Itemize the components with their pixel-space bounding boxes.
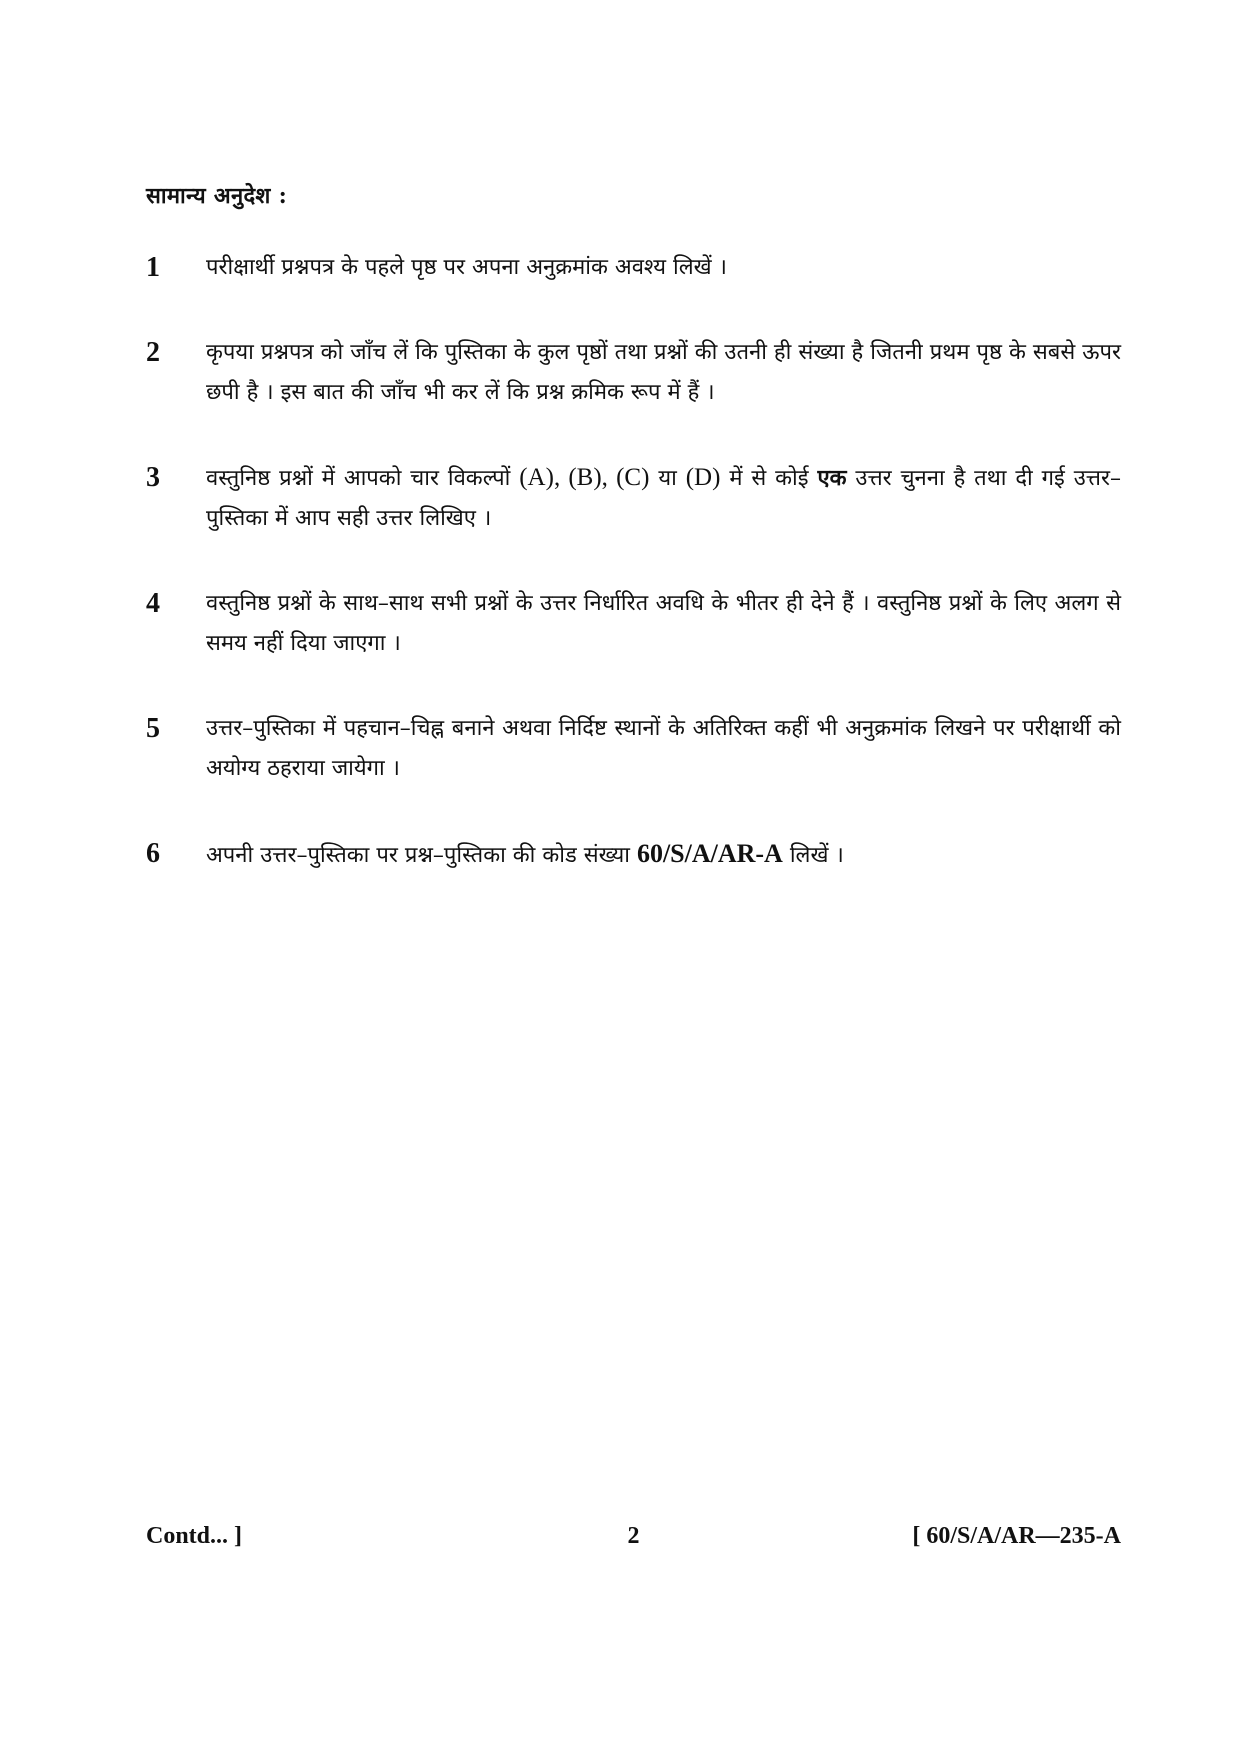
instruction-item (146, 834, 1121, 876)
instruction-number: 4 (146, 588, 160, 619)
instruction-text-segment: लिखें । (789, 843, 844, 868)
instruction-number: 3 (146, 462, 160, 493)
instruction-item (146, 458, 1121, 539)
instruction-text-segment: अपनी उत्तर–पुस्तिका पर प्रश्न–पुस्तिका की कोड संख्या (206, 843, 630, 868)
contd-label: Contd... ] (146, 1523, 243, 1549)
instruction-number: 5 (146, 713, 160, 744)
instruction-item (146, 709, 1121, 789)
instruction-list (146, 248, 1121, 921)
instruction-text (206, 834, 1121, 876)
instruction-item (146, 248, 1121, 288)
instruction-number: 6 (146, 838, 160, 869)
general-instructions-heading: सामान्य अनुदेश : (146, 183, 288, 209)
instruction-item (146, 333, 1121, 413)
instruction-number: 2 (146, 337, 160, 368)
option-labels: (A), (B), (C) (519, 464, 650, 491)
booklet-code: 60/S/A/AR-A (636, 839, 783, 868)
page-footer (146, 1523, 1121, 1563)
instruction-text-segment: या (658, 466, 677, 491)
instruction-item (146, 584, 1121, 664)
instruction-text-segment: वस्तुनिष्ठ प्रश्नों में आपको चार विकल्पों (206, 466, 511, 491)
instruction-text-segment: में से कोई (729, 466, 809, 491)
instruction-text: वस्तुनिष्ठ प्रश्नों के साथ–साथ सभी प्रश्नों के उत्तर निर्धारित अवधि के भीतर ही देने हैं । वस्तुनिष्ठ प्रश्नों के लिए अलग से समय नहीं दिया जाएगा । (206, 591, 1121, 656)
instruction-text (206, 458, 1121, 539)
option-label-d: (D) (685, 464, 721, 491)
instruction-number: 1 (146, 252, 160, 283)
paper-code: [ 60/S/A/AR—235-A (912, 1523, 1121, 1549)
instruction-text: परीक्षार्थी प्रश्नपत्र के पहले पृष्ठ पर अपना अनुक्रमांक अवश्य लिखें । (206, 255, 727, 280)
page-number: 2 (627, 1523, 640, 1549)
instruction-text: कृपया प्रश्नपत्र को जाँच लें कि पुस्तिका के कुल पृष्ठों तथा प्रश्नों की उतनी ही संख्या है जितनी प्रथम पृष्ठ के सबसे ऊपर छपी है । इस बात की जाँच भी कर लें कि प्रश्न क्रमिक रूप में हैं । (206, 340, 1121, 405)
instruction-text-segment: उत्तर चुनना है तथा दी गई उत्तर–पुस्तिका में आप सही उत्तर लिखिए । (206, 466, 1121, 531)
instruction-text: उत्तर–पुस्तिका में पहचान–चिह्न बनाने अथवा निर्दिष्ट स्थानों के अतिरिक्त कहीं भी अनुक्रमांक लिखने पर परीक्षार्थी को अयोग्य ठहराया जायेगा । (206, 716, 1121, 781)
emphasized-word: एक (817, 465, 847, 491)
